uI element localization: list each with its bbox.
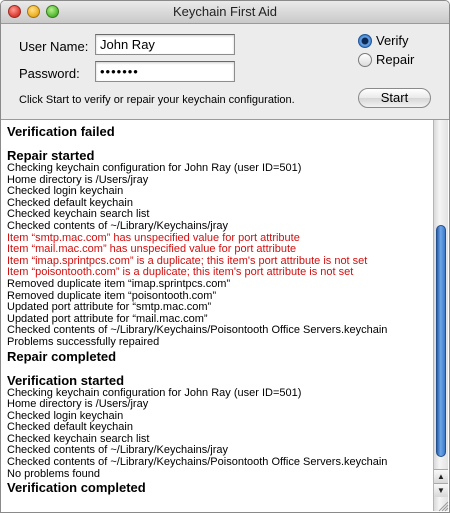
log-heading: Repair completed [7, 348, 117, 364]
password-field[interactable]: ••••••• [95, 61, 235, 82]
log-error-line: Item “poisontooth.com” is a duplicate; this item's port attribute is not set [7, 266, 354, 279]
log-line: Updated port attribute for “smtp.mac.com” [7, 301, 212, 314]
log-line: Checked contents of ~/Library/Keychains/jray [7, 444, 229, 457]
window-title: Keychain First Aid [172, 4, 278, 19]
verify-radio[interactable] [358, 33, 428, 49]
log-line: Checked keychain search list [7, 432, 150, 445]
log-error-line: Item “smtp.mac.com” has unspecified value for port attribute [7, 231, 300, 244]
resize-grip-icon[interactable] [435, 498, 449, 512]
log-line: Checked default keychain [7, 421, 133, 434]
log-line: Checking keychain configuration for John Ray (user ID=501) [7, 386, 302, 399]
title-bar[interactable] [1, 1, 449, 24]
log-line: Checked login keychain [7, 409, 124, 422]
log-error-line: Item “mail.mac.com” has unspecified value for port attribute [7, 243, 297, 256]
radio-unselected-icon[interactable] [358, 53, 372, 67]
log-line: Checking keychain configuration for John Ray (user ID=501) [7, 162, 302, 174]
username-field[interactable]: John Ray [95, 34, 235, 55]
log-line: Home directory is /Users/jray [7, 173, 149, 186]
log-error-line: Item “imap.sprintpcs.com” is a duplicate; this item's port attribute is not set [7, 254, 368, 267]
repair-radio[interactable] [358, 52, 428, 68]
log-line: Checked contents of ~/Library/Keychains/jray [7, 219, 229, 232]
results-log[interactable] [1, 119, 449, 512]
log-line: Removed duplicate item “imap.sprintpcs.com” [7, 277, 231, 290]
log-text-area [7, 124, 431, 510]
log-line: Checked keychain search list [7, 208, 150, 221]
verify-radio-label: Verify [376, 33, 409, 48]
log-line: Home directory is /Users/jray [7, 398, 149, 411]
start-button[interactable]: Start [358, 88, 431, 108]
arrow-up-icon[interactable]: ▲ [434, 469, 448, 483]
log-line: Removed duplicate item “poisontooth.com” [7, 289, 217, 302]
password-label: Password: [19, 66, 80, 81]
log-line: Problems successfully repaired [7, 335, 160, 348]
radio-selected-icon[interactable] [358, 34, 372, 48]
log-line: Checked contents of ~/Library/Keychains/Poisontooth Office Servers.keychain [7, 324, 388, 337]
log-heading: Repair started [7, 148, 95, 163]
log-spacer [7, 139, 431, 148]
instructions-text: Click Start to verify or repair your keychain configuration. [19, 94, 295, 106]
log-spacer [7, 364, 431, 373]
credentials-form [1, 24, 449, 119]
log-line: Updated port attribute for “mail.mac.com” [7, 312, 208, 325]
scroll-thumb[interactable] [436, 225, 446, 457]
log-line: Checked contents of ~/Library/Keychains/Poisontooth Office Servers.keychain [7, 456, 388, 469]
log-heading: Verification started [7, 372, 125, 388]
vertical-scrollbar[interactable] [433, 120, 448, 511]
log-heading: Verification completed [7, 480, 146, 496]
log-heading: Verification failed [7, 124, 115, 139]
repair-radio-label: Repair [376, 52, 415, 67]
username-label: User Name: [19, 39, 89, 54]
log-line: No problems found [7, 467, 100, 480]
arrow-down-icon[interactable]: ▼ [434, 483, 448, 497]
log-line: Checked default keychain [7, 196, 133, 209]
log-line: Checked login keychain [7, 185, 124, 198]
